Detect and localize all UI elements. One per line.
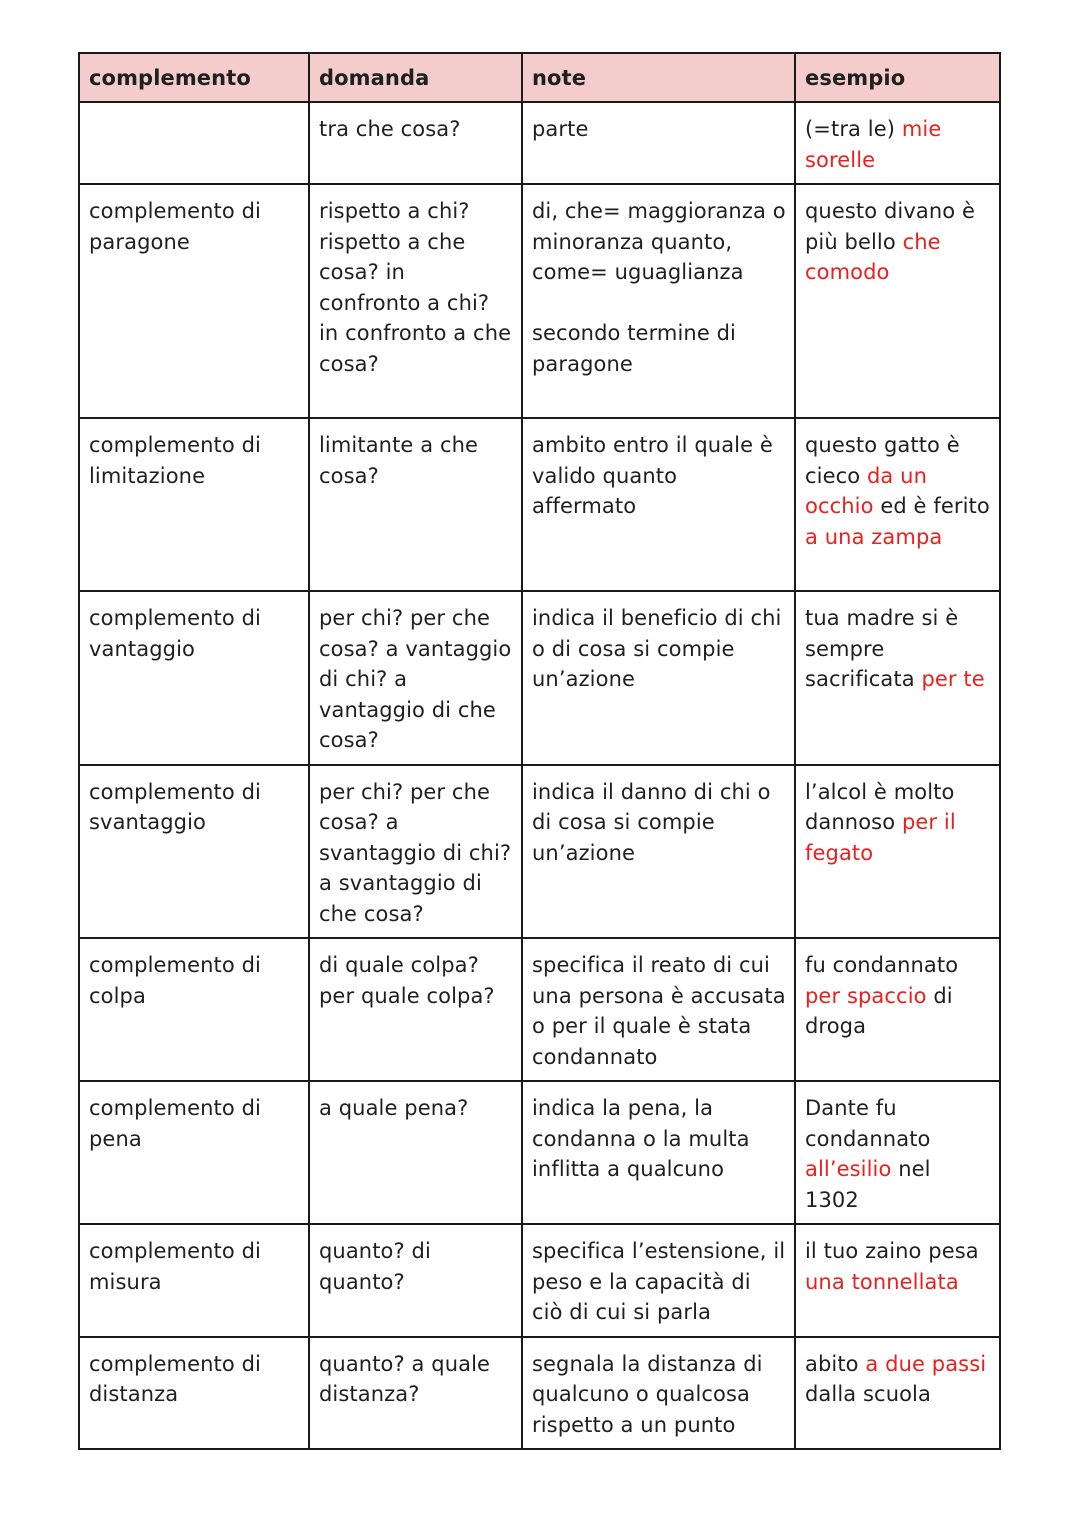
table-row: [79, 1081, 1000, 1224]
table-row: [79, 184, 1000, 418]
cell-domanda: per chi? per che cosa? a vantaggio di chi? a vantaggio di che cosa?: [309, 591, 522, 765]
example-text: di droga: [805, 983, 953, 1038]
cell-complemento: complemento di svantaggio: [79, 765, 309, 939]
cell-esempio: [795, 102, 1000, 184]
cell-complemento: complemento di colpa: [79, 938, 309, 1081]
cell-complemento: complemento di limitazione: [79, 418, 309, 591]
cell-esempio: [795, 184, 1000, 418]
cell-domanda: tra che cosa?: [309, 102, 522, 184]
example-highlight: che comodo: [805, 229, 941, 284]
example-text: (=tra le): [805, 117, 902, 141]
cell-esempio: [795, 765, 1000, 939]
cell-domanda: quanto? di quanto?: [309, 1224, 522, 1337]
example-highlight: a una zampa: [805, 524, 943, 549]
example-highlight: per il fegato: [805, 810, 956, 865]
example-text: ed è ferito: [873, 494, 990, 518]
example-highlight: per te: [921, 667, 985, 691]
example-highlight: all’esilio: [805, 1157, 892, 1181]
table-row: [79, 102, 1000, 184]
cell-note: [522, 591, 795, 765]
header-note: note: [522, 53, 795, 102]
example-text: abito: [805, 1351, 866, 1376]
note-text: indica il danno di chi o di cosa si compie un’azione: [532, 779, 771, 865]
header-row: [79, 53, 1000, 102]
example-highlight: una tonnellata: [805, 1269, 959, 1294]
cell-complemento: [79, 102, 309, 184]
cell-esempio: [795, 591, 1000, 765]
cell-note: [522, 1081, 795, 1224]
example-text: questo divano è più bello: [805, 199, 975, 254]
example-text: fu condannato: [805, 953, 959, 977]
example-text: dalla scuola: [805, 1382, 931, 1406]
table-row: [79, 1337, 1000, 1450]
note-text: indica il beneficio di chi o di cosa si compie un’azione: [532, 606, 782, 691]
example-text: il tuo zaino pesa: [805, 1239, 979, 1263]
note-text: indica la pena, la condanna o la multa inflitta a qualcuno: [532, 1096, 750, 1181]
note-text: segnala la distanza di qualcuno o qualcosa rispetto a un punto: [532, 1351, 763, 1437]
cell-complemento: complemento di pena: [79, 1081, 309, 1224]
cell-esempio: [795, 418, 1000, 591]
example-text: questo gatto è cieco: [805, 433, 960, 488]
cell-note: [522, 184, 795, 418]
cell-note: [522, 102, 795, 184]
note-text: specifica l’estensione, il peso e la capacità di ciò di cui si parla: [532, 1239, 786, 1324]
cell-domanda: rispetto a chi? rispetto a che cosa? in confronto a chi? in confronto a che cosa?: [309, 184, 522, 418]
cell-esempio: [795, 1224, 1000, 1337]
cell-esempio: [795, 1081, 1000, 1224]
cell-note: [522, 938, 795, 1081]
table-row: [79, 765, 1000, 939]
note-text: specifica il reato di cui una persona è accusata o per il quale è stata condannato: [532, 953, 786, 1069]
example-text: nel 1302: [805, 1157, 931, 1212]
example-text: tua madre si è sempre sacrificata: [805, 606, 959, 691]
header-complemento: complemento: [79, 53, 309, 102]
header-domanda: domanda: [309, 53, 522, 102]
cell-note: [522, 1337, 795, 1450]
note-text: ambito entro il quale è valido quanto affermato: [532, 433, 773, 518]
table-body: [79, 102, 1000, 1449]
cell-note: [522, 765, 795, 939]
table-row: [79, 418, 1000, 591]
example-highlight: per spaccio: [805, 983, 927, 1008]
cell-complemento: complemento di vantaggio: [79, 591, 309, 765]
cell-esempio: [795, 938, 1000, 1081]
example-text: Dante fu condannato: [805, 1096, 931, 1151]
cell-esempio: [795, 1337, 1000, 1450]
cell-note: [522, 1224, 795, 1337]
table-row: [79, 1224, 1000, 1337]
cell-complemento: complemento di paragone: [79, 184, 309, 418]
cell-complemento: complemento di misura: [79, 1224, 309, 1337]
example-highlight: mie sorelle: [805, 117, 942, 172]
complementi-table: [78, 52, 1001, 1450]
note-text: secondo termine di paragone: [532, 321, 736, 376]
cell-note: [522, 418, 795, 591]
cell-complemento: complemento di distanza: [79, 1337, 309, 1450]
note-gap: [532, 288, 786, 319]
example-highlight: da un occhio: [805, 463, 927, 518]
note-text: di, che= maggioranza o minoranza quanto, come= uguaglianza: [532, 199, 786, 284]
cell-domanda: per chi? per che cosa? a svantaggio di chi? a svantaggio di che cosa?: [309, 765, 522, 939]
example-text: l’alcol è molto dannoso: [805, 779, 955, 834]
table-row: [79, 938, 1000, 1081]
cell-domanda: limitante a che cosa?: [309, 418, 522, 591]
example-highlight: a due passi: [865, 1351, 987, 1376]
header-esempio: esempio: [795, 53, 1000, 102]
note-text: parte: [532, 117, 589, 141]
cell-domanda: quanto? a quale distanza?: [309, 1337, 522, 1450]
table-header: [79, 53, 1000, 102]
cell-domanda: di quale colpa? per quale colpa?: [309, 938, 522, 1081]
cell-domanda: a quale pena?: [309, 1081, 522, 1224]
table-row: [79, 591, 1000, 765]
